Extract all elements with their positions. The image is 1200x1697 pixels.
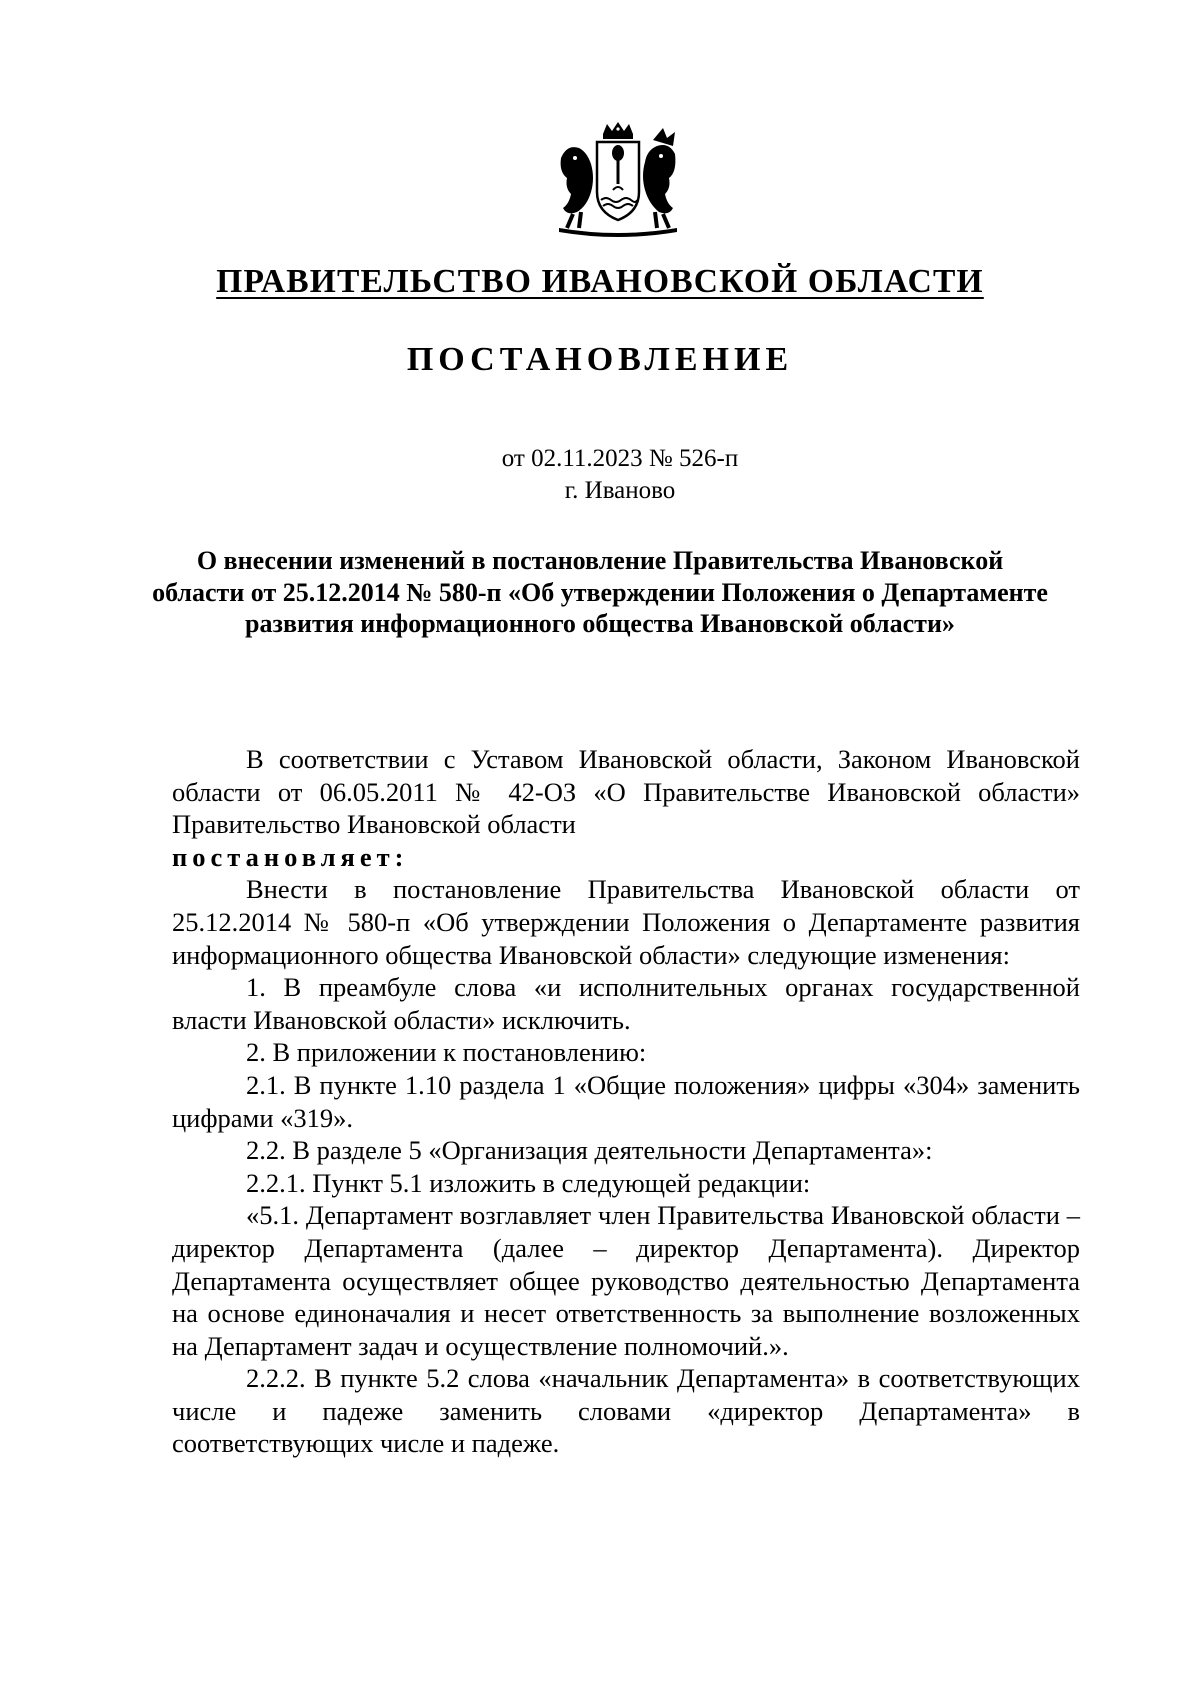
document-body: [172, 743, 1080, 1460]
resolves-paragraph: [172, 841, 1080, 874]
document-subject: О внесении изменений в постановление Правительства Ивановской области от 25.12.2014 № 580-п «Об утверждении Положения о Департаменте развития информационного общества Ивановской области»: [152, 546, 1048, 638]
government-title-text: ПРАВИТЕЛЬСТВО ИВАНОВСКОЙ ОБЛАСТИ: [216, 263, 984, 300]
document-type: ПОСТАНОВЛЕНИЕ: [406, 341, 794, 378]
city: г. Иваново: [564, 477, 676, 504]
document-meta: [0, 443, 1200, 507]
body-paragraph-4: 2.1. В пункте 1.10 раздела 1 «Общие положения» цифры «304» заменить цифрами «319».: [172, 1069, 1080, 1133]
body-paragraph-6: 2.2.1. Пункт 5.1 изложить в следующей редакции:: [246, 1167, 811, 1198]
government-title: [0, 265, 1200, 299]
preamble-paragraph: В соответствии с Уставом Ивановской области, Законом Ивановской области от 06.05.2011 № 42-ОЗ «О Правительстве Ивановской области» Правительство Ивановской области: [172, 744, 1080, 840]
body-paragraph-7: «5.1. Департамент возглавляет член Правительства Ивановской области – директор Департамента (далее – директор Департамента). Директор Департамента осуществляет общее руководство деятельностью Департамента на основе единоначалия и несет ответственность за выполнение возложенных на Департамент задач и осуществление полномочий.».: [172, 1200, 1080, 1361]
body-paragraph-3: 2. В приложении к постановлению:: [246, 1037, 647, 1068]
body-paragraph-1: Внести в постановление Правительства Ивановской области от 25.12.2014 № 580-п «Об утверждении Положения о Департаменте развития информационного общества Ивановской области» следующие изменения:: [172, 874, 1080, 970]
coat-of-arms-icon: [553, 120, 683, 238]
body-paragraph-5: 2.2. В разделе 5 «Организация деятельности Департамента»:: [246, 1135, 933, 1166]
resolves-word: постановляет:: [172, 841, 409, 872]
body-paragraph-8: 2.2.2. В пункте 5.2 слова «начальник Департамента» в соответствующих числе и падеже заменить словами «директор Департамента» в соответствующих числе и падеже.: [172, 1363, 1080, 1459]
body-paragraph-2: 1. В преамбуле слова «и исполнительных органах государственной власти Ивановской области» исключить.: [172, 972, 1080, 1035]
date-number: от 02.11.2023 № 526-п: [501, 445, 739, 472]
